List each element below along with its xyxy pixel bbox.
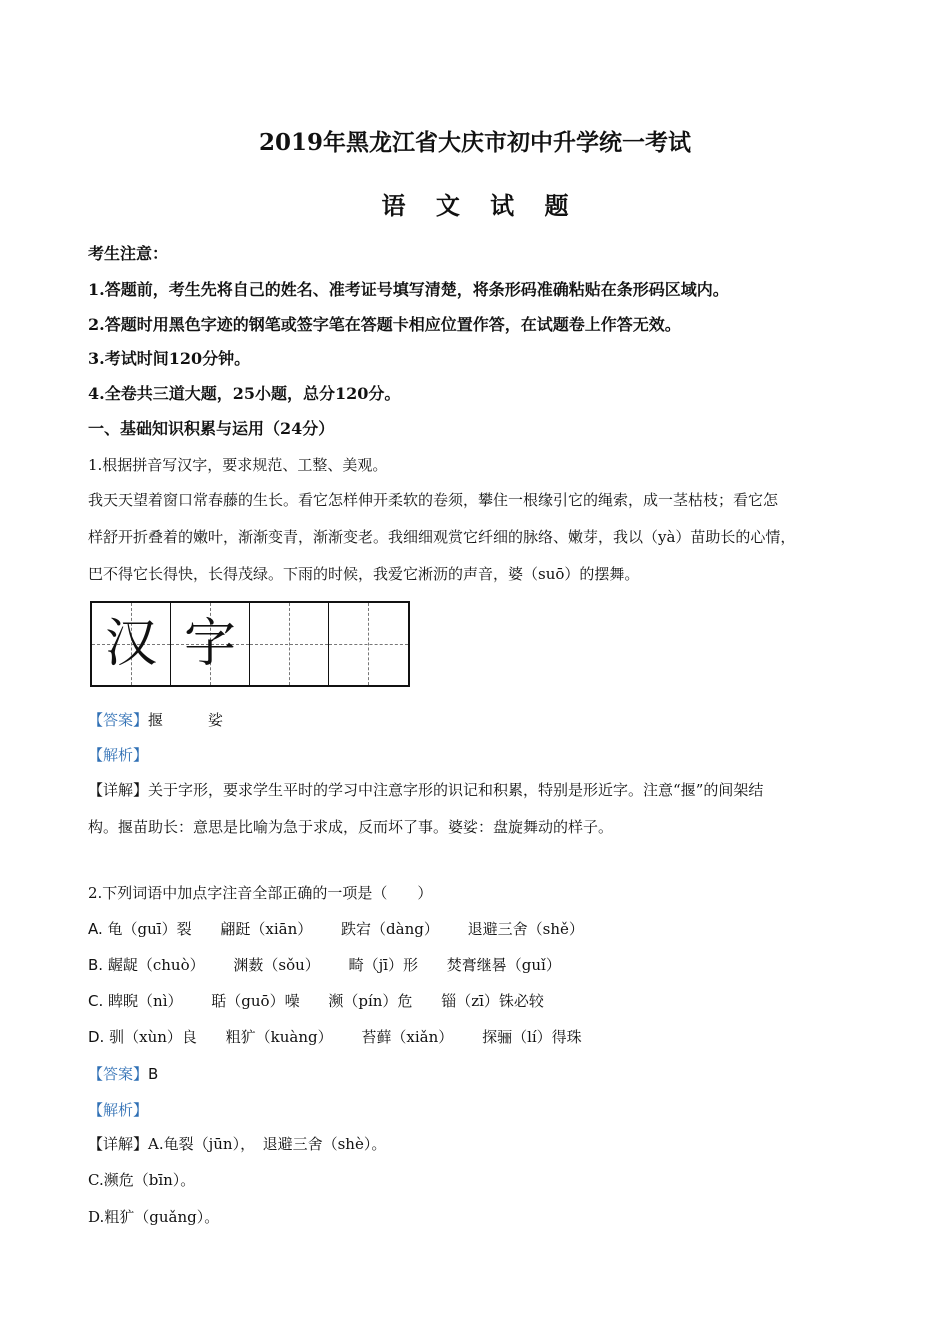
exam-subtitle	[0, 186, 950, 221]
option-a	[88, 918, 870, 940]
option-word: 退避三舍（shě）	[467, 920, 584, 938]
option-word: 探骊（lí）得珠	[482, 1028, 582, 1046]
option-word: 驯（xùn）良	[109, 1028, 197, 1046]
section-heading: 一、基础知识积累与运用（24分）	[88, 419, 335, 438]
grid-cell	[329, 603, 408, 685]
option-word: 跌宕（dàng）	[341, 920, 439, 938]
notice-item: 1.答题前，考生先将自己的姓名、准考证号填写清楚，将条形码准确粘贴在条形码区域内。	[88, 280, 729, 299]
subtitle-char: 题	[544, 191, 569, 220]
writing-grid	[90, 601, 410, 687]
question-prompt: 2.下列词语中加点字注音全部正确的一项是（ ）	[88, 884, 433, 902]
option-letter: A.	[88, 920, 103, 938]
passage-line: 样舒开折叠着的嫩叶，渐渐变青，渐渐变老。我细细观赏它纤细的脉络、嫩芽，我以（yà）苗助长的心情，	[88, 528, 796, 546]
detail-text: A.龟裂（jūn）， 退避三舍（shè）。	[148, 1135, 387, 1153]
option-letter: D.	[88, 1028, 105, 1046]
notice-item: 2.答题时用黑色字迹的钢笔或签字笔在答题卡相应位置作答，在试题卷上作答无效。	[88, 315, 681, 334]
answer-text: 揠 娑	[148, 711, 224, 729]
notice-item: 4.全卷共三道大题，25小题，总分120分。	[88, 384, 401, 403]
option-word: 苔藓（xiǎn）	[361, 1028, 454, 1046]
analysis-label: 【解析】	[88, 1101, 149, 1119]
option-word: 渊薮（sǒu）	[233, 956, 320, 974]
analysis-label: 【解析】	[88, 746, 149, 764]
option-d	[88, 1026, 870, 1048]
option-word: 睥睨（nì）	[108, 992, 183, 1010]
detail-text: 关于字形，要求学生平时的学习中注意字形的识记和积累，特别是形近字。注意“揠”的间架结	[148, 781, 764, 799]
option-word: 锱（zī）铢必较	[441, 992, 544, 1010]
grid-cell	[171, 603, 250, 685]
detail-line: C.濒危（bīn）。	[88, 1171, 196, 1189]
grid-char: 汉	[104, 614, 157, 674]
detail-line: 构。揠苗助长：意思是比喻为急于求成，反而坏了事。婆娑：盘旋舞动的样子。	[88, 818, 614, 836]
answer-line	[88, 709, 870, 731]
passage-line: 巴不得它长得快，长得茂绿。下雨的时候，我爱它淅沥的声音，婆（suō）的摆舞。	[88, 565, 640, 583]
option-letter: C.	[88, 992, 104, 1010]
option-word: 翩跹（xiān）	[220, 920, 313, 938]
option-word: 濒（pín）危	[328, 992, 413, 1010]
option-c	[88, 990, 870, 1012]
answer-label: 【答案】	[88, 1065, 149, 1083]
subtitle-char: 试	[490, 191, 515, 220]
passage-line: 我天天望着窗口常春藤的生长。看它怎样伸开柔软的卷须，攀住一根缘引它的绳索，成一茎枯枝；看它怎	[88, 491, 779, 509]
option-word: 龟（guī）裂	[107, 920, 192, 938]
notice-heading: 考生注意：	[88, 244, 169, 263]
subtitle-char: 语	[381, 191, 406, 220]
option-word: 焚膏继晷（guǐ）	[446, 956, 561, 974]
grid-cell	[92, 603, 171, 685]
option-word: 畸（jī）形	[348, 956, 419, 974]
option-letter: B.	[88, 956, 104, 974]
detail-label: 【详解】	[88, 781, 149, 799]
notice-item: 3.考试时间120分钟。	[88, 349, 251, 368]
answer-text: B	[148, 1065, 159, 1083]
detail-line	[88, 779, 870, 801]
detail-line: D.粗犷（guǎng）。	[88, 1208, 220, 1226]
question-prompt: 1.根据拼音写汉字，要求规范、工整、美观。	[88, 456, 388, 474]
option-word: 龌龊（chuò）	[107, 956, 205, 974]
grid-cell	[250, 603, 329, 685]
answer-line	[88, 1063, 870, 1085]
detail-label: 【详解】	[88, 1135, 149, 1153]
answer-label: 【答案】	[88, 711, 149, 729]
option-word: 聒（guō）噪	[211, 992, 300, 1010]
grid-char: 字	[183, 614, 236, 674]
detail-line	[88, 1133, 870, 1155]
option-word: 粗犷（kuàng）	[225, 1028, 333, 1046]
exam-title: 2019年黑龙江省大庆市初中升学统一考试	[258, 129, 691, 156]
subtitle-char: 文	[435, 191, 460, 220]
option-b	[88, 954, 870, 976]
